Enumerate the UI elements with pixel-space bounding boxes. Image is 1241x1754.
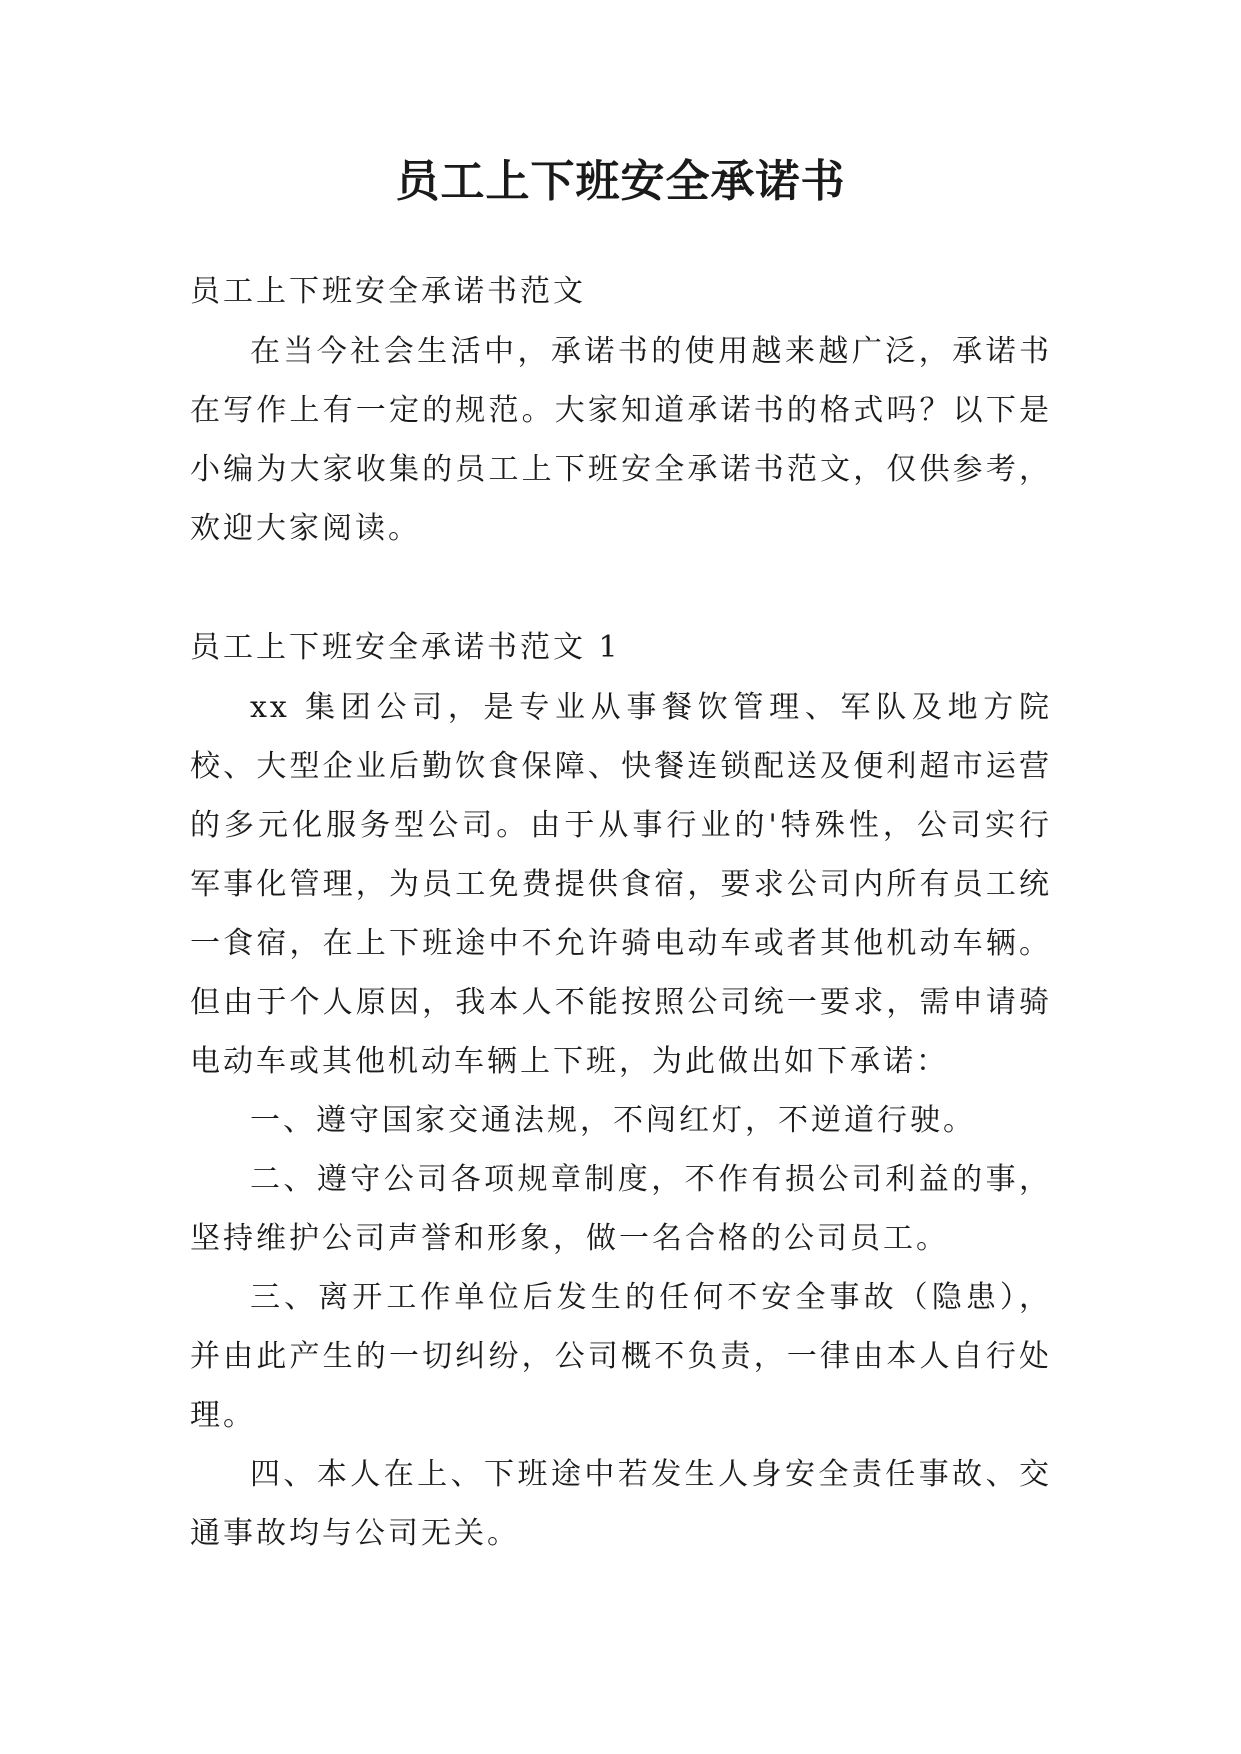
section1-paragraph-intro: xx 集团公司，是专业从事餐饮管理、军队及地方院校、大型企业后勤饮食保障、快餐连锁配送及便利超市运营的多元化服务型公司。由于从事行业的'特殊性，公司实行军事化管理，为员工免费提供食宿，要求公司内所有员工统一食宿，在上下班途中不允许骑电动车或者其他机动车辆。但由于个人原因，我本人不能按照公司统一要求，需申请骑电动车或其他机动车辆上下班，为此做出如下承诺：	[190, 690, 1052, 1079]
pledge-item-2: 二、遵守公司各项规章制度，不作有损公司利益的事，坚持维护公司声誉和形象，做一名合格的公司员工。	[190, 1162, 1052, 1256]
pledge-item-4: 四、本人在上、下班途中若发生人身安全责任事故、交通事故均与公司无关。	[190, 1457, 1052, 1551]
section1-heading: 员工上下班安全承诺书范文 1	[190, 630, 621, 665]
section-gap	[190, 558, 1052, 618]
pledge-item-3: 三、离开工作单位后发生的任何不安全事故（隐患），并由此产生的一切纠纷，公司概不负责，一律由本人自行处理。	[190, 1280, 1052, 1433]
document-body	[190, 262, 1052, 1563]
intro-heading: 员工上下班安全承诺书范文	[190, 274, 586, 309]
intro-paragraph: 在当今社会生活中，承诺书的使用越来越广泛，承诺书在写作上有一定的规范。大家知道承诺书的格式吗？以下是小编为大家收集的员工上下班安全承诺书范文，仅供参考，欢迎大家阅读。	[190, 334, 1052, 546]
document-title: 员工上下班安全承诺书	[395, 156, 846, 207]
pledge-item-1: 一、遵守国家交通法规，不闯红灯，不逆道行驶。	[250, 1103, 976, 1138]
